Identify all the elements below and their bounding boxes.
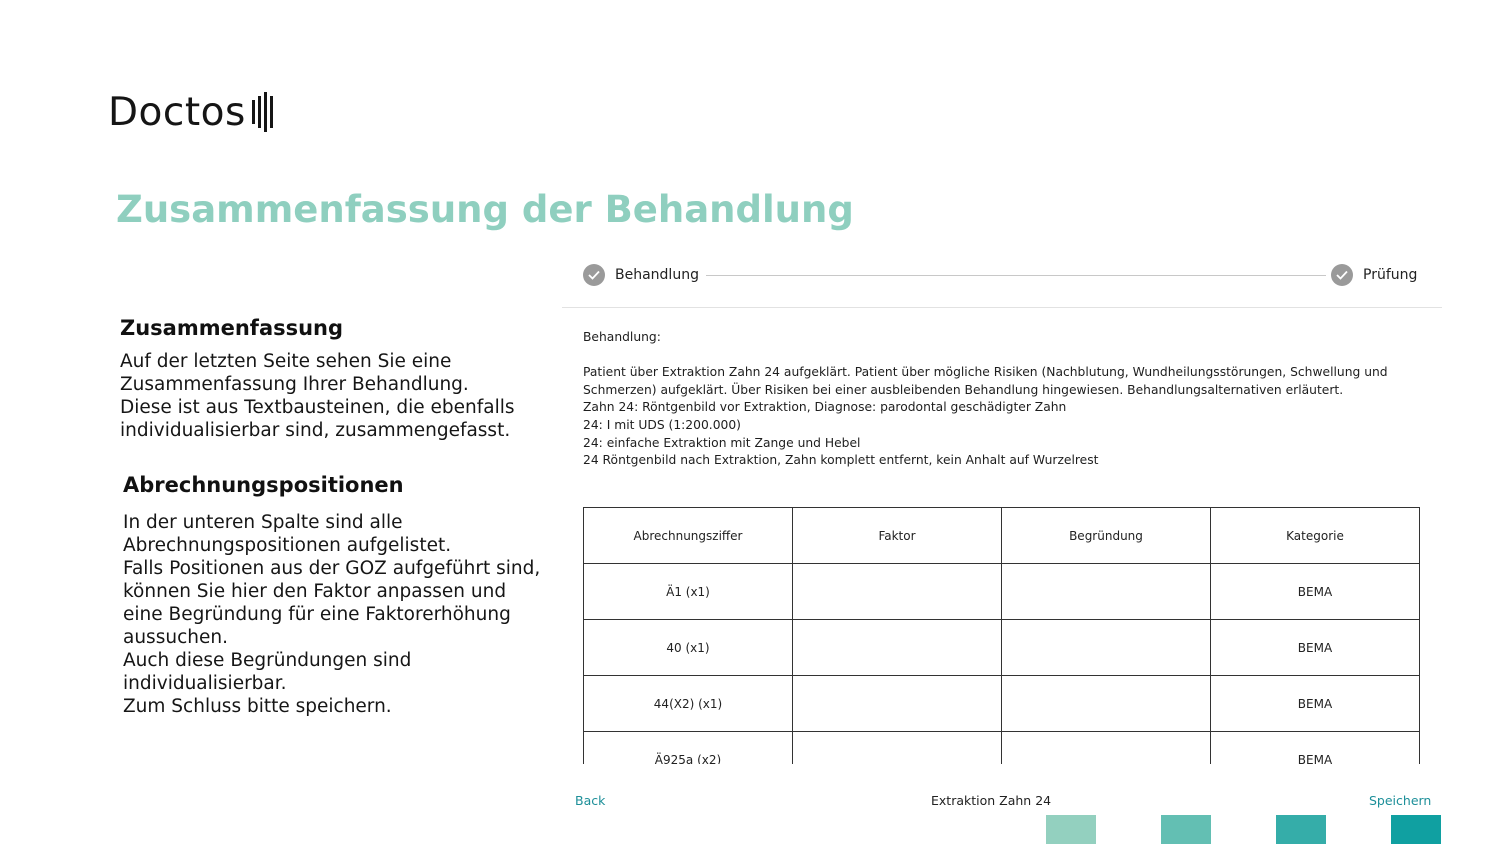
footer-title: Extraktion Zahn 24 bbox=[931, 793, 1052, 808]
color-swatch bbox=[1161, 815, 1211, 844]
reason-cell[interactable] bbox=[1002, 676, 1211, 732]
logo-text: Doctos bbox=[108, 89, 246, 135]
header-abrechnungsziffer: Abrechnungsziffer bbox=[584, 508, 793, 564]
summary-text bbox=[120, 350, 560, 442]
color-swatch bbox=[1391, 815, 1441, 844]
treatment-summary bbox=[583, 329, 1423, 470]
save-button[interactable]: Speichern bbox=[1369, 793, 1432, 808]
summary-line: Diese ist aus Textbausteinen, die ebenfalls bbox=[120, 397, 515, 418]
table-header-row bbox=[584, 508, 1420, 564]
code-cell: Ä925a (x2) bbox=[584, 732, 793, 765]
billing-line: Zum Schluss bitte speichern. bbox=[123, 696, 392, 717]
reason-cell[interactable] bbox=[1002, 564, 1211, 620]
treatment-line: Schmerzen) aufgeklärt. Über Risiken bei einer ausbleibenden Behandlung hingewiesen. Behandlungsalternativen erläutert. bbox=[583, 382, 1344, 397]
factor-cell[interactable] bbox=[793, 564, 1002, 620]
header-begruendung: Begründung bbox=[1002, 508, 1211, 564]
category-cell: BEMA bbox=[1211, 676, 1420, 732]
billing-table bbox=[583, 507, 1420, 764]
category-cell: BEMA bbox=[1211, 732, 1420, 765]
billing-line: In der unteren Spalte sind alle bbox=[123, 512, 403, 533]
billing-line: Falls Positionen aus der GOZ aufgeführt sind, bbox=[123, 558, 541, 579]
category-cell: BEMA bbox=[1211, 564, 1420, 620]
back-button[interactable]: Back bbox=[575, 793, 606, 808]
treatment-line: 24: I mit UDS (1:200.000) bbox=[583, 417, 741, 432]
table-row bbox=[584, 564, 1420, 620]
table-row bbox=[584, 620, 1420, 676]
treatment-line: 24 Röntgenbild nach Extraktion, Zahn komplett entfernt, kein Anhalt auf Wurzelrest bbox=[583, 453, 1099, 468]
billing-line: aussuchen. bbox=[123, 627, 228, 648]
billing-line: Abrechnungspositionen aufgelistet. bbox=[123, 535, 452, 556]
step-label: Behandlung bbox=[615, 267, 699, 283]
summary-line: individualisierbar sind, zusammengefasst. bbox=[120, 420, 511, 441]
billing-line: können Sie hier den Faktor anpassen und bbox=[123, 581, 507, 602]
logo-bars-icon bbox=[252, 92, 276, 132]
reason-cell[interactable] bbox=[1002, 620, 1211, 676]
factor-cell[interactable] bbox=[793, 732, 1002, 765]
billing-heading: Abrechnungspositionen bbox=[123, 473, 404, 497]
billing-line: eine Begründung für eine Faktorerhöhung bbox=[123, 604, 511, 625]
header-kategorie: Kategorie bbox=[1211, 508, 1420, 564]
step-pruefung[interactable] bbox=[1331, 264, 1417, 286]
check-icon bbox=[1331, 264, 1353, 286]
billing-text bbox=[123, 511, 563, 718]
header-faktor: Faktor bbox=[793, 508, 1002, 564]
code-cell: 40 (x1) bbox=[584, 620, 793, 676]
treatment-line: Zahn 24: Röntgenbild vor Extraktion, Diagnose: parodontal geschädigter Zahn bbox=[583, 400, 1067, 415]
step-connector bbox=[706, 275, 1326, 276]
table-row bbox=[584, 732, 1420, 765]
check-icon bbox=[583, 264, 605, 286]
spacer bbox=[583, 347, 1423, 365]
step-label: Prüfung bbox=[1363, 267, 1418, 283]
treatment-line: Patient über Extraktion Zahn 24 aufgeklärt. Patient über mögliche Risiken (Nachblutung, Wundheilungsstörungen, Schwellung und bbox=[583, 365, 1388, 380]
color-swatch bbox=[1046, 815, 1096, 844]
treatment-label: Behandlung: bbox=[583, 330, 661, 344]
billing-explanation bbox=[123, 473, 563, 718]
factor-cell[interactable] bbox=[793, 620, 1002, 676]
page-title: Zusammenfassung der Behandlung bbox=[116, 188, 854, 231]
treatment-line: 24: einfache Extraktion mit Zange und Hebel bbox=[583, 435, 861, 450]
reason-cell[interactable] bbox=[1002, 732, 1211, 765]
summary-explanation bbox=[120, 316, 560, 442]
doctos-logo bbox=[108, 89, 276, 135]
factor-cell[interactable] bbox=[793, 676, 1002, 732]
summary-line: Zusammenfassung Ihrer Behandlung. bbox=[120, 374, 469, 395]
summary-heading: Zusammenfassung bbox=[120, 316, 344, 340]
step-behandlung[interactable] bbox=[583, 264, 699, 286]
code-cell: Ä1 (x1) bbox=[584, 564, 793, 620]
app-panel bbox=[562, 250, 1442, 764]
summary-line: Auf der letzten Seite sehen Sie eine bbox=[120, 351, 452, 372]
stepper bbox=[562, 250, 1442, 308]
category-cell: BEMA bbox=[1211, 620, 1420, 676]
billing-line: individualisierbar. bbox=[123, 673, 287, 694]
color-swatch bbox=[1276, 815, 1326, 844]
table-row bbox=[584, 676, 1420, 732]
billing-line: Auch diese Begründungen sind bbox=[123, 650, 412, 671]
code-cell: 44(X2) (x1) bbox=[584, 676, 793, 732]
